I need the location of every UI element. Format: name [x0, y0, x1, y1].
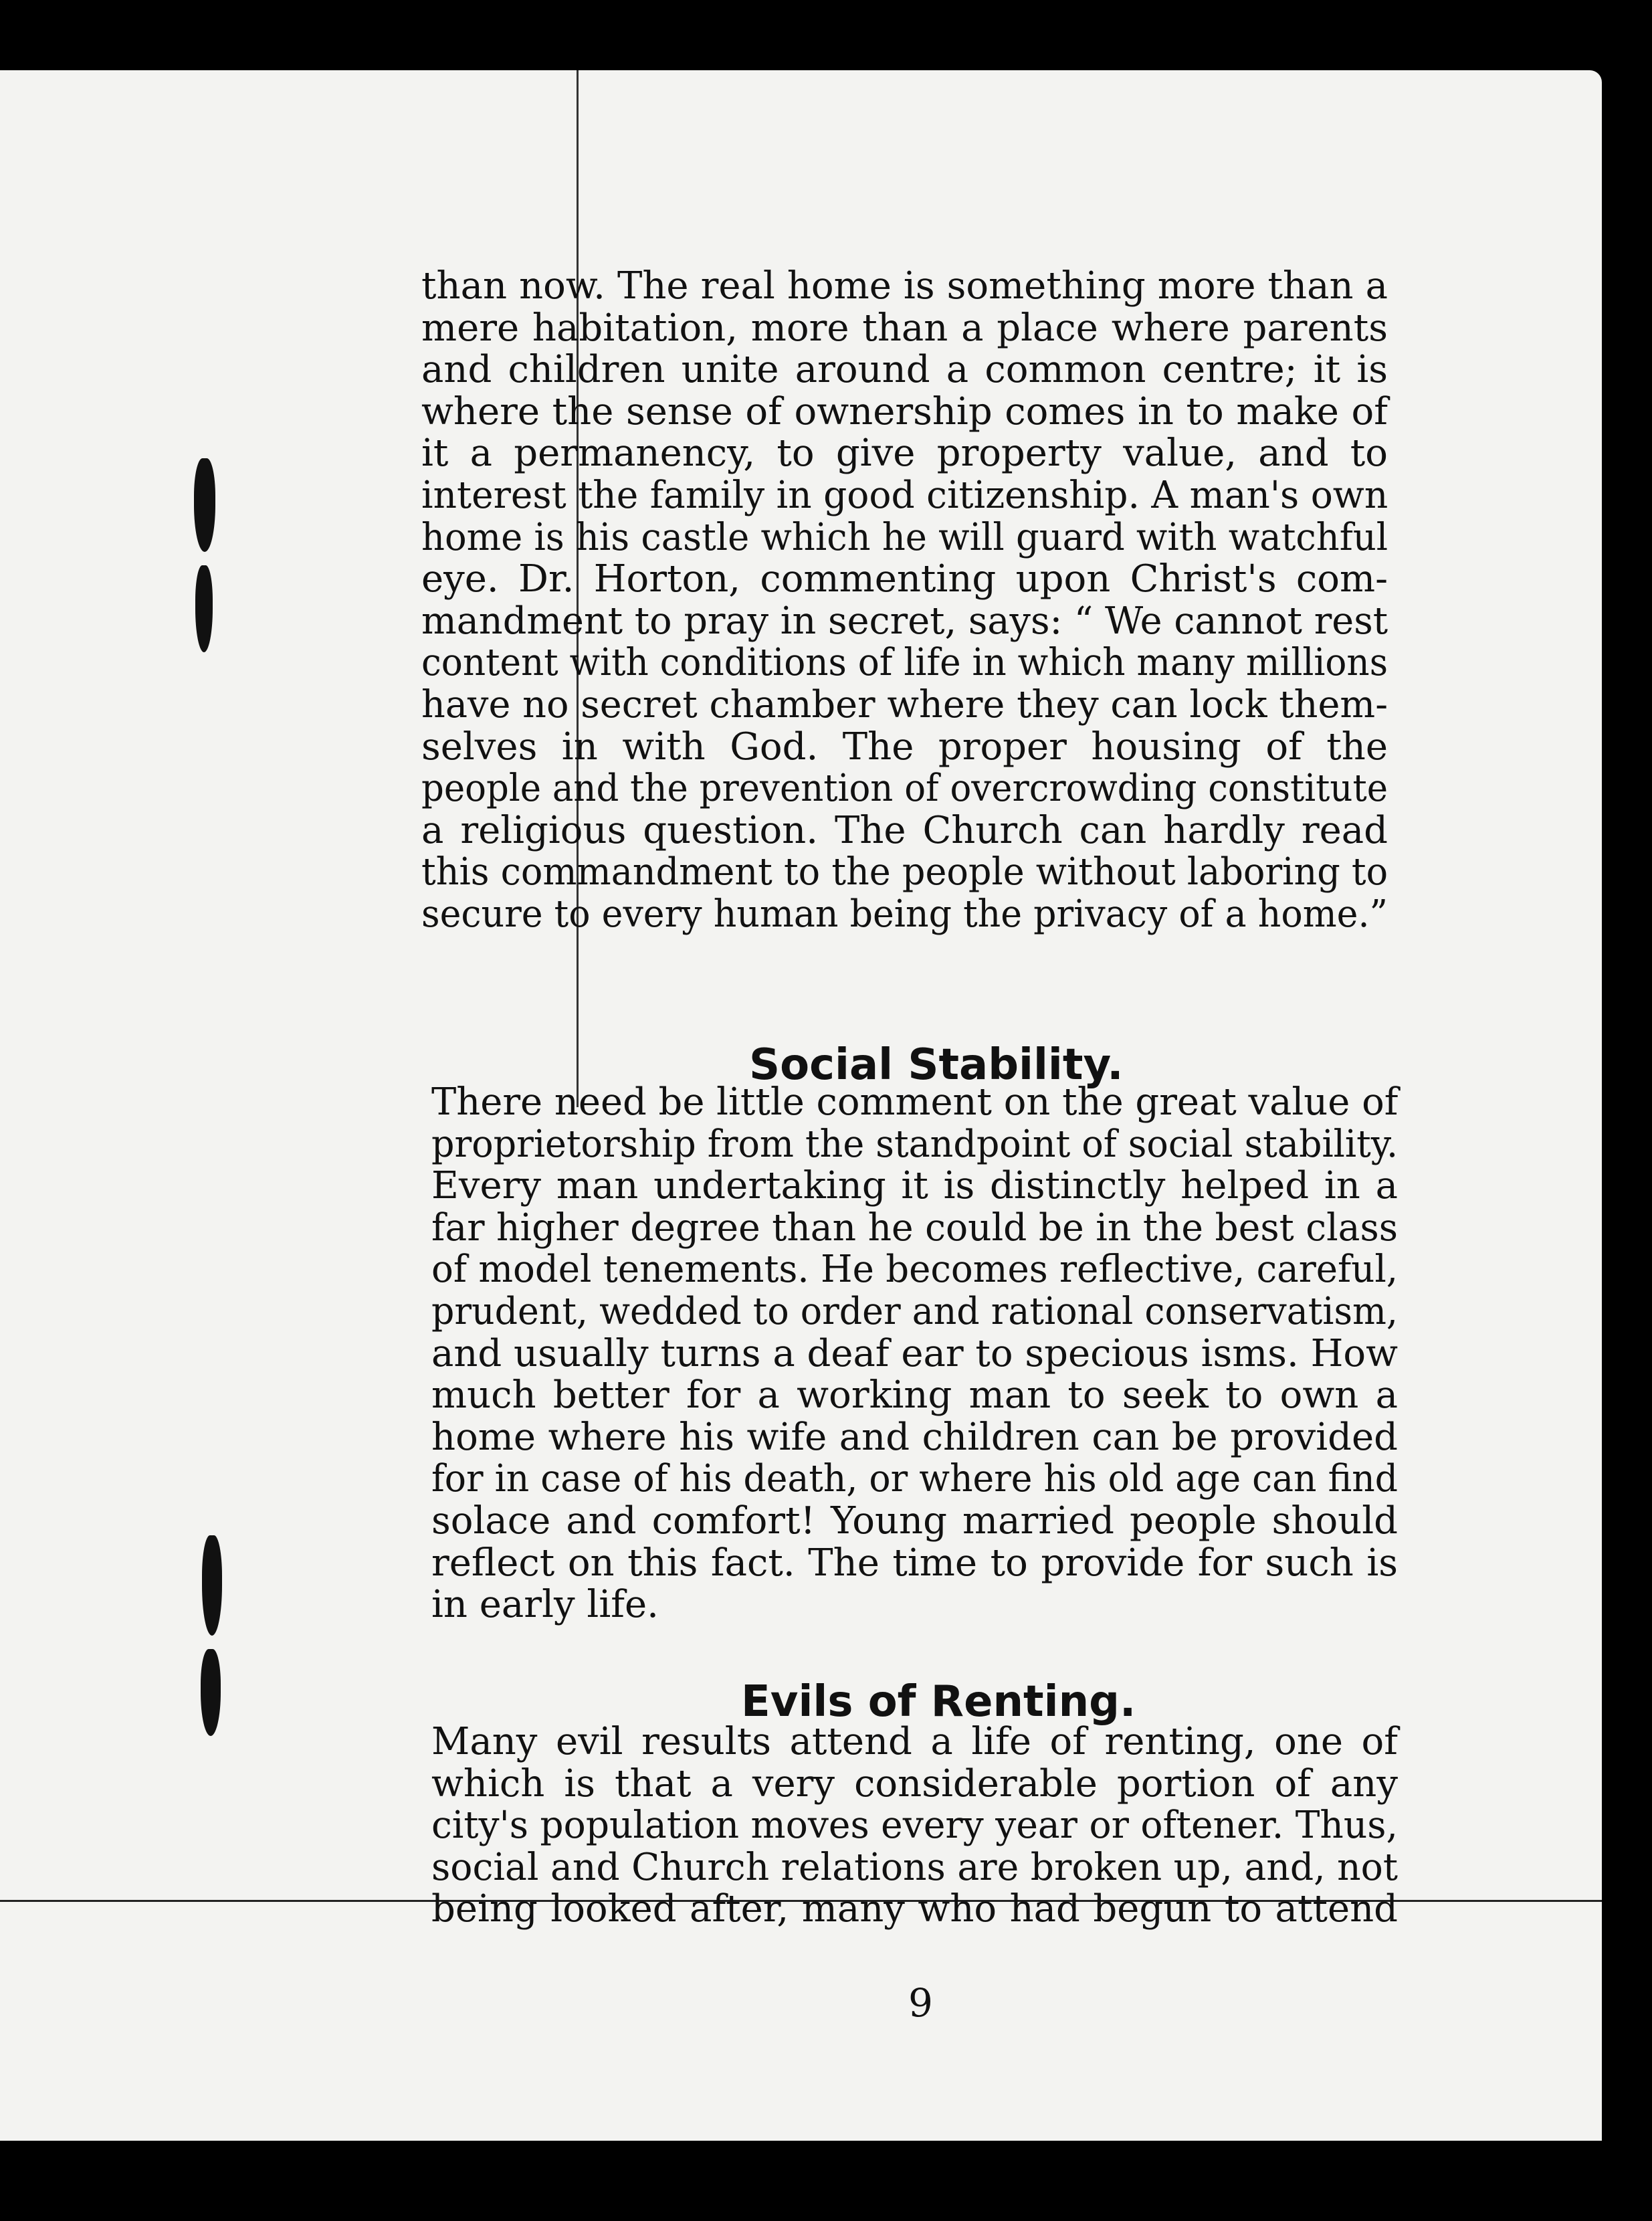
text-line: have no secret chamber where they can lock them- — [421, 682, 1388, 727]
text-line: mandment to pray in secret, says: “ We cannot rest — [421, 599, 1388, 643]
text-line: social and Church relations are broken up, and, not — [431, 1845, 1398, 1889]
paragraph-social-stability — [431, 1082, 1398, 1626]
text-line: Many evil results attend a life of renting, one of — [431, 1720, 1398, 1763]
text-line: for in case of his death, or where his old age can find — [431, 1457, 1398, 1501]
paragraph-home — [421, 266, 1388, 936]
text-line: solace and comfort! Young married people should — [431, 1499, 1398, 1543]
text-line: it a permanency, to give property value, and to — [421, 431, 1388, 476]
section-heading-social-stability: Social Stability. — [749, 1040, 1124, 1090]
text-line: than now. The real home is something more than a — [421, 264, 1388, 308]
text-line: people and the prevention of overcrowding constitute — [421, 767, 1388, 811]
paragraph-evils-of-renting — [431, 1721, 1398, 1931]
ink-blot-left-lower — [202, 1535, 222, 1636]
text-line: home where his wife and children can be provided — [431, 1415, 1398, 1459]
section-heading-evils-of-renting: Evils of Renting. — [741, 1677, 1136, 1727]
text-line: and usually turns a deaf ear to specious isms. How — [431, 1331, 1398, 1375]
ink-blot-left-upper — [194, 458, 215, 552]
text-line: and children unite around a common centre; it is — [421, 348, 1388, 392]
text-line: There need be little comment on the great value of — [431, 1080, 1399, 1124]
text-line: interest the family in good citizenship. A man's own — [421, 473, 1388, 517]
text-line: content with conditions of life in which many millions — [421, 641, 1388, 685]
text-line: much better for a working man to seek to own a — [431, 1373, 1398, 1418]
text-line: city's population moves every year or oftener. Thus, — [431, 1804, 1398, 1848]
text-line: Every man undertaking it is distinctly helped in a — [431, 1164, 1398, 1208]
text-line: a religious question. The Church can hardly read — [421, 808, 1388, 852]
text-line: prudent, wedded to order and rational conservatism, — [431, 1289, 1398, 1333]
text-line: eye. Dr. Horton, commenting upon Christ's com- — [421, 557, 1388, 601]
text-line: selves in with God. The proper housing of the — [421, 725, 1388, 769]
text-line: being looked after, many who had begun to attend — [431, 1887, 1398, 1931]
text-line: home is his castle which he will guard with watchful — [421, 515, 1388, 559]
text-line: this commandment to the people without laboring to — [421, 850, 1388, 894]
text-line: mere habitation, more than a place where parents — [421, 306, 1388, 350]
ink-blot-left-lower-2 — [201, 1649, 221, 1736]
text-line: proprietorship from the standpoint of social stability. — [431, 1122, 1399, 1166]
page-number: 9 — [908, 1980, 933, 2026]
text-line: of model tenements. He becomes reflective, careful, — [431, 1248, 1399, 1292]
text-line: reflect on this fact. The time to provide for such is — [431, 1541, 1398, 1585]
ink-blot-left-upper-2 — [195, 565, 213, 652]
text-line: far higher degree than he could be in the best class — [431, 1205, 1398, 1250]
text-line: where the sense of ownership comes in to make of — [421, 389, 1388, 433]
text-line: which is that a very considerable portion of any — [431, 1761, 1398, 1806]
text-line: secure to every human being the privacy of a home.” — [421, 892, 1388, 936]
text-line: in early life. — [431, 1583, 659, 1627]
paper-sheet — [0, 70, 1602, 2141]
